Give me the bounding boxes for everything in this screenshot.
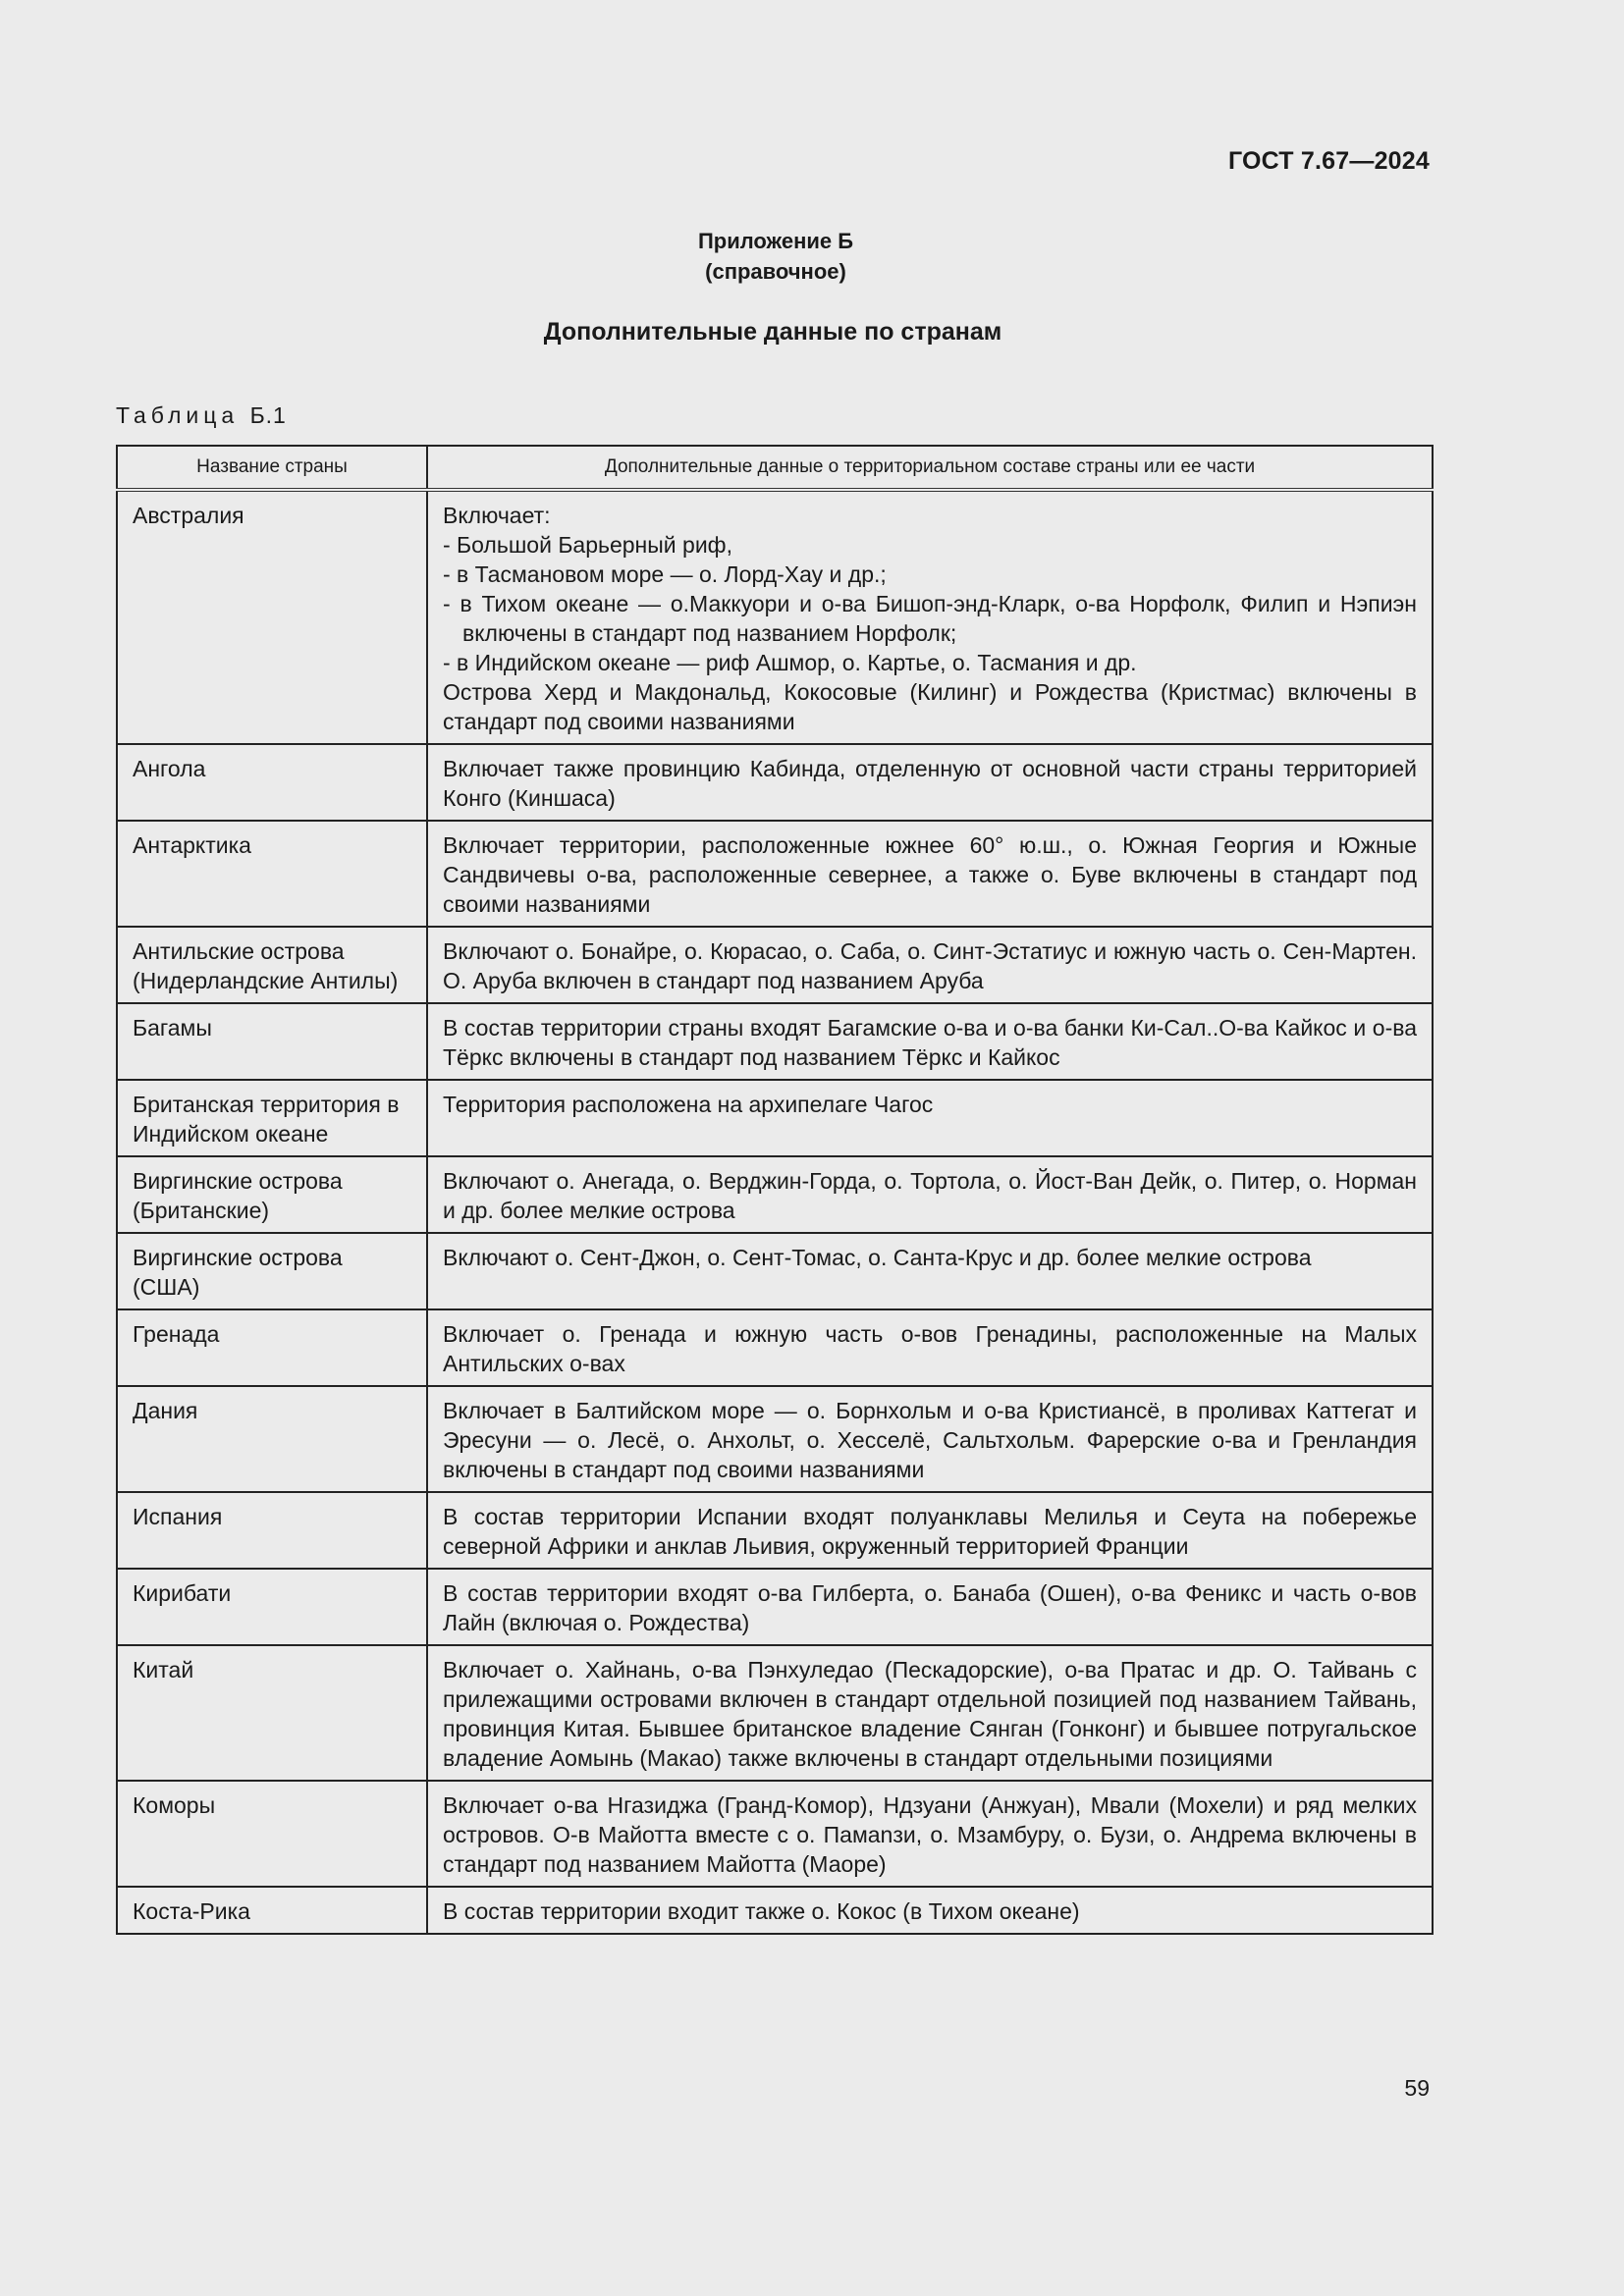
country-details-cell: Включают о. Анегада, о. Верджин-Горда, о. Тортола, о. Йост-Ван Дейк, о. Питер, о. Норман и др. более мелкие острова [427, 1156, 1433, 1233]
country-details-cell: Включает территории, расположенные южнее 60° ю.ш., о. Южная Георгия и Южные Сандвичевы о-ва, расположенные севернее, а также о. Буве включены в стандарт под своими названиями [427, 821, 1433, 927]
country-name-cell: Багамы [117, 1003, 427, 1080]
country-details-cell: Включают о. Сент-Джон, о. Сент-Томас, о. Санта-Крус и др. более мелкие острова [427, 1233, 1433, 1309]
table-row [117, 1781, 1433, 1887]
table-row [117, 1309, 1433, 1386]
country-details-cell: Включает также провинцию Кабинда, отделенную от основной части страны территорией Конго (Киншаса) [427, 744, 1433, 821]
country-name-cell: Испания [117, 1492, 427, 1569]
table-header-row [117, 446, 1433, 490]
table-row [117, 1003, 1433, 1080]
country-name-cell: Китай [117, 1645, 427, 1781]
country-name-cell: Виргинские острова (Британские) [117, 1156, 427, 1233]
country-name-cell: Ангола [117, 744, 427, 821]
table-row [117, 1080, 1433, 1156]
page-number: 59 [1404, 2075, 1430, 2101]
table-row [117, 1492, 1433, 1569]
table-row [117, 1569, 1433, 1645]
bullet-line: - в Индийском океане — риф Ашмор, о. Картье, о. Тасмания и др. [443, 650, 1137, 675]
table-caption [116, 402, 287, 429]
country-details-cell: Территория расположена на архипелаге Чагос [427, 1080, 1433, 1156]
table-caption-number: Б.1 [249, 402, 287, 428]
table-row [117, 1386, 1433, 1492]
bullet-line: - Большой Барьерный риф, [443, 532, 732, 558]
country-name-cell: Австралия [117, 490, 427, 744]
country-name-cell: Коста-Рика [117, 1887, 427, 1934]
text-line: Острова Херд и Макдональд, Кокосовые (Килинг) и Рождества (Кристмас) включены в стандарт под своими названиями [443, 679, 1417, 734]
country-name-cell: Дания [117, 1386, 427, 1492]
countries-table [116, 445, 1434, 1935]
bullet-line: - в Тасмановом море — о. Лорд-Хау и др.; [443, 561, 887, 587]
country-details-cell: В состав территории страны входят Багамские о-ва и о-ва банки Ки-Сал..О-ва Кайкос и о-ва Тёркс включены в стандарт под названием Тёркс и Кайкос [427, 1003, 1433, 1080]
header-details: Дополнительные данные о территориальном составе страны или ее части [427, 446, 1433, 490]
country-details-cell: В состав территории входит также о. Кокос (в Тихом океане) [427, 1887, 1433, 1934]
country-name-cell: Гренада [117, 1309, 427, 1386]
appendix-subtitle: (справочное) [705, 259, 846, 284]
country-details-cell: Включает в Балтийском море — о. Борнхольм и о-ва Кристиансё, в проливах Каттегат и Эресуни — о. Лесё, о. Анхольт, о. Хесселё, Сальтхольм. Фарерские о-ва и Гренландия включены в стандарт под своими названиями [427, 1386, 1433, 1492]
table-row [117, 490, 1433, 744]
country-details-cell: Включает о. Хайнань, о-ва Пэнхуледао (Пескадорские), о-ва Пратас и др. О. Тайвань с прилежащими островами включен в стандарт отдельной позицией под названием Тайвань, провинция Китая. Бывшее британское владение Сянган (Гонконг) и бывшее потругальское владение Аомынь (Макао) также включены в стандарт отдельными позициями [427, 1645, 1433, 1781]
country-name-cell: Коморы [117, 1781, 427, 1887]
country-details-cell [427, 490, 1433, 744]
table-row [117, 821, 1433, 927]
country-name-cell: Кирибати [117, 1569, 427, 1645]
country-details-cell: Включает о-ва Нгазиджа (Гранд-Комор), Ндзуани (Анжуан), Мвали (Мохели) и ряд мелких островов. О-в Майотта вместе с о. Памanзи, о. Мзамбуру, о. Бузи, о. Андрема включены в стандарт под названием Майотта (Маоре) [427, 1781, 1433, 1887]
table-row [117, 1156, 1433, 1233]
bullet-line: - в Тихом океане — о.Маккуори и о-ва Бишоп-энд-Кларк, о-ва Норфолк, Филип и Нэпиэн включены в стандарт под названием Норфолк; [443, 591, 1417, 646]
country-details-cell: В состав территории Испании входят полуанклавы Мелилья и Сеута на побережье северной Африки и анклав Льивия, окруженный территорией Франции [427, 1492, 1433, 1569]
table-row [117, 1645, 1433, 1781]
table-row [117, 744, 1433, 821]
header-country: Название страны [117, 446, 427, 490]
table-row [117, 1233, 1433, 1309]
table-row [117, 927, 1433, 1003]
text-line: Включает: [443, 503, 551, 528]
appendix-title: Приложение Б [697, 229, 854, 253]
country-name-cell: Британская территория в Индийском океане [117, 1080, 427, 1156]
country-name-cell: Виргинские острова (США) [117, 1233, 427, 1309]
country-name-cell: Антильские острова (Нидерландские Антилы) [117, 927, 427, 1003]
section-title: Дополнительные данные по странам [543, 318, 1002, 346]
table-caption-prefix: Таблица [116, 402, 240, 428]
country-details-cell: В состав территории входят о-ва Гилберта, о. Банаба (Ошен), о-ва Феникс и часть о-вов Лайн (включая о. Рождества) [427, 1569, 1433, 1645]
country-details-cell: Включают о. Бонайре, о. Кюрасао, о. Саба, о. Синт-Эстатиус и южную часть о. Сен-Мартен. О. Аруба включен в стандарт под названием Аруба [427, 927, 1433, 1003]
table-row [117, 1887, 1433, 1934]
country-name-cell: Антарктика [117, 821, 427, 927]
document-code: ГОСТ 7.67—2024 [1227, 147, 1430, 175]
country-details-cell: Включает о. Гренада и южную часть о-вов Гренадины, расположенные на Малых Антильских о-вах [427, 1309, 1433, 1386]
appendix-heading [0, 226, 1551, 287]
